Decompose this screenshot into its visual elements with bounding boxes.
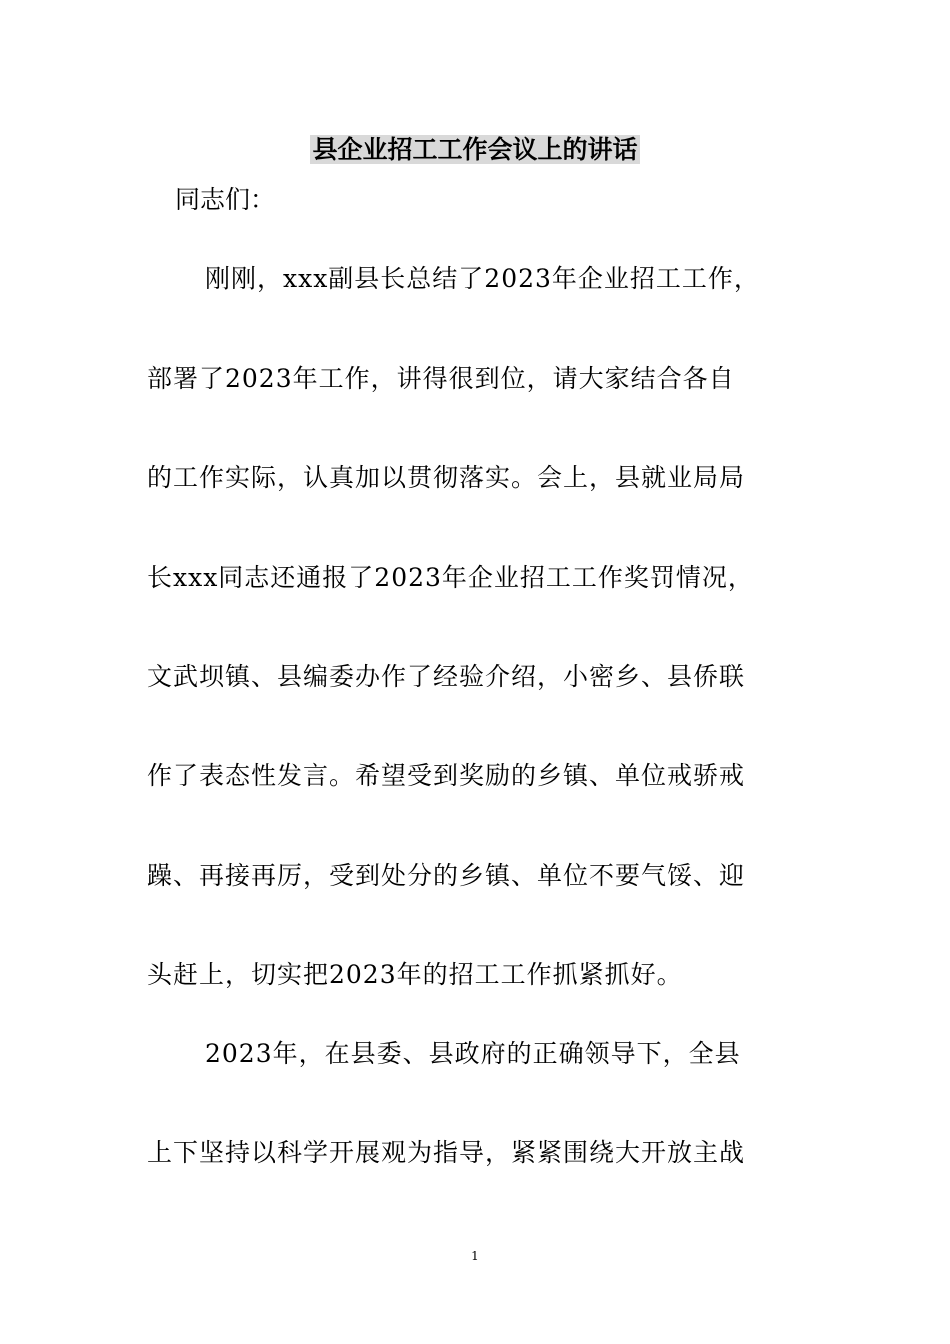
paragraph-line: 作了表态性发言。希望受到奖励的乡镇、单位戒骄戒 [147, 761, 746, 790]
paragraph-line: 躁、再接再厉，受到处分的乡镇、单位不要气馁、迎 [147, 861, 746, 890]
greeting: 同志们： [175, 185, 276, 214]
document-title-text: 县企业招工工作会议上的讲话 [312, 135, 638, 164]
paragraph-line: 2023年，在县委、县政府的正确领导下，全县 [205, 1039, 741, 1068]
paragraph-line: 刚刚，xxx副县长总结了2023年企业招工工作， [205, 264, 760, 293]
page-number: 1 [471, 1249, 479, 1263]
paragraph-line: 头赶上，切实把2023年的招工工作抓紧抓好。 [147, 960, 683, 989]
paragraph-line: 部署了2023年工作，讲得很到位，请大家结合各自 [147, 364, 735, 393]
paragraph-line: 上下坚持以科学开展观为指导，紧紧围绕大开放主战 [147, 1138, 746, 1167]
paragraph-line: 文武坝镇、县编委办作了经验介绍，小密乡、县侨联 [147, 662, 746, 691]
document-title [0, 131, 950, 169]
paragraph-line: 的工作实际，认真加以贯彻落实。会上，县就业局局 [147, 463, 746, 492]
paragraph-line: 长xxx同志还通报了2023年企业招工工作奖罚情况， [147, 563, 754, 592]
